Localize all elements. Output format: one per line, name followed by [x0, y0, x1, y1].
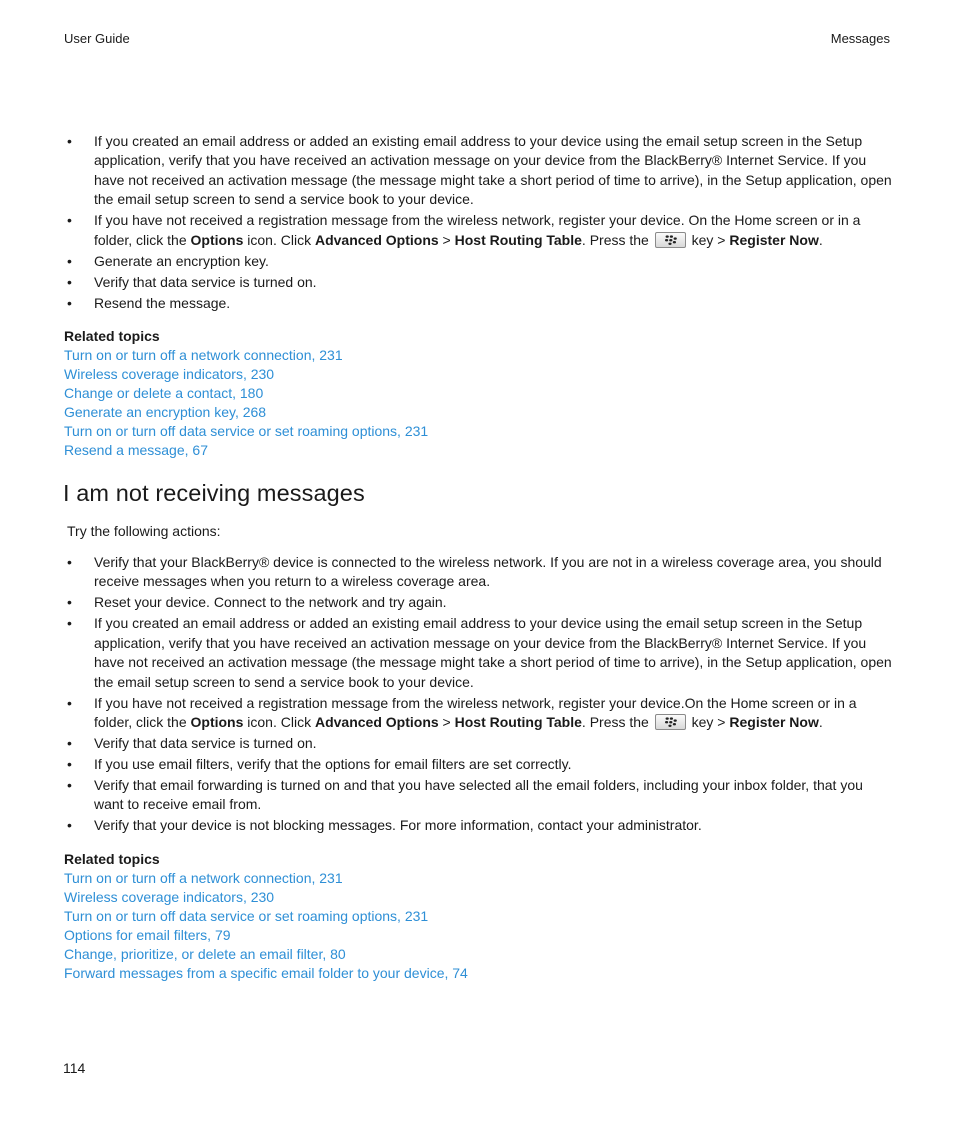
register-now-term: Register Now	[729, 231, 819, 248]
related-link-coverage-indicators[interactable]: Wireless coverage indicators, 230	[64, 889, 275, 905]
advanced-options-term: Advanced Options	[314, 231, 439, 248]
related-link-change-delete-contact[interactable]: Change or delete a contact, 180	[64, 385, 264, 401]
related-link-forward-messages[interactable]: Forward messages from a specific email folder to your device, 74	[64, 965, 468, 981]
blackberry-menu-key-icon	[655, 714, 686, 730]
related-topics-title: Related topics	[64, 328, 160, 344]
options-term: Options	[190, 231, 244, 248]
list-item: • If you use email filters, verify that the options for email filters are set correctly.	[64, 755, 892, 774]
top-bullet-list	[64, 132, 892, 315]
section-heading: I am not receiving messages	[63, 480, 365, 506]
list-item: • If you created an email address or added an existing email address to your device using the email setup screen in the Setup application, verify that you have received an activation message on your device from the BlackBerry® Internet Service. If you have not received an activation message (the message might take a short period of time to arrive), in the Setup application, open the email setup screen to send a service book to your device.	[64, 614, 892, 692]
list-item: • Generate an encryption key.	[64, 252, 892, 271]
related-link-encryption-key[interactable]: Generate an encryption key, 268	[64, 404, 267, 420]
host-routing-table-term: Host Routing Table	[454, 714, 582, 731]
list-item: • Verify that data service is turned on.	[64, 273, 892, 292]
related-link-email-filter-options[interactable]: Options for email filters, 79	[64, 927, 231, 943]
related-link-network-connection[interactable]: Turn on or turn off a network connection, 231	[64, 347, 343, 363]
page-number: 114	[63, 1060, 86, 1076]
related-topics-2	[64, 850, 892, 983]
related-link-change-email-filter[interactable]: Change, prioritize, or delete an email filter, 80	[64, 946, 346, 962]
related-topics-title: Related topics	[64, 851, 160, 867]
list-item: • Verify that email forwarding is turned on and that you have selected all the email folders, including your inbox folder, that you want to receive email from.	[64, 776, 892, 815]
related-link-network-connection[interactable]: Turn on or turn off a network connection, 231	[64, 870, 343, 886]
list-item: • Reset your device. Connect to the network and try again.	[64, 593, 892, 612]
related-link-data-service-roaming[interactable]: Turn on or turn off data service or set roaming options, 231	[64, 423, 429, 439]
list-item: • Verify that your BlackBerry® device is connected to the wireless network. If you are not in a wireless coverage area, you should receive messages when you return to a wireless coverage area.	[64, 553, 892, 592]
list-item: • Verify that data service is turned on.	[64, 734, 892, 753]
list-item: • Verify that your device is not blocking messages. For more information, contact your administrator.	[64, 816, 892, 835]
related-link-data-service-roaming[interactable]: Turn on or turn off data service or set roaming options, 231	[64, 908, 429, 924]
register-now-term: Register Now	[729, 714, 819, 731]
section-bullet-list	[64, 553, 892, 837]
related-link-resend-message[interactable]: Resend a message, 67	[64, 442, 208, 458]
related-topics-1	[64, 327, 892, 460]
related-link-coverage-indicators[interactable]: Wireless coverage indicators, 230	[64, 366, 275, 382]
options-term: Options	[190, 714, 244, 731]
list-item: • If you have not received a registration message from the wireless network, register your device.On the Home screen or in a folder, click the Options icon. Click Advanced Options > Host Routing Table. Press the key > Register Now.	[64, 694, 892, 733]
advanced-options-term: Advanced Options	[314, 714, 439, 731]
list-item: • If you created an email address or added an existing email address to your device using the email setup screen in the Setup application, verify that you have received an activation message on your device from the BlackBerry® Internet Service. If you have not received an activation message (the message might take a short period of time to arrive), in the Setup application, open the email setup screen to send a service book to your device.	[64, 132, 892, 210]
running-header-right: Messages	[830, 31, 890, 46]
list-item: • If you have not received a registration message from the wireless network, register your device. On the Home screen or in a folder, click the Options icon. Click Advanced Options > Host Routing Table. Press the key > Register Now.	[64, 211, 892, 250]
list-item: • Resend the message.	[64, 294, 892, 313]
host-routing-table-term: Host Routing Table	[454, 231, 582, 248]
blackberry-menu-key-icon	[655, 232, 686, 248]
section-intro: Try the following actions:	[67, 523, 221, 539]
running-header-left: User Guide	[64, 31, 130, 46]
